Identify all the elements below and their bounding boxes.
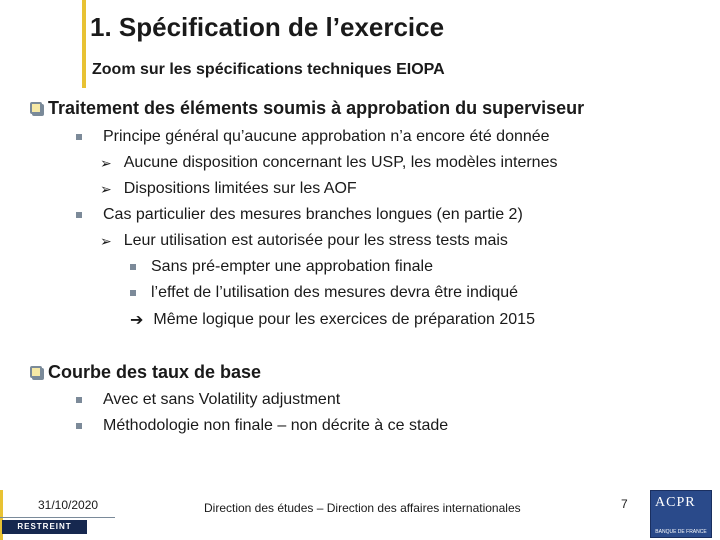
list-item [76,128,550,146]
list-item [130,310,535,330]
square-bullet-icon [76,134,82,140]
section-heading-text: Traitement des éléments soumis à approbation du superviseur [48,98,585,118]
footer-divider [0,517,115,518]
list-item [130,258,433,276]
list-item [76,417,448,435]
logo-text: ACPR [655,495,696,510]
section-heading-approbation [30,98,584,119]
square-bullet-icon [76,423,82,429]
list-item [100,232,508,250]
logo-subtext: BANQUE DE FRANCE [655,529,707,535]
slide-title: 1. Spécification de l’exercice [90,12,445,42]
square-bullet-icon [76,212,82,218]
triangle-bullet-icon: ➢ [100,232,112,249]
footer-date: 31/10/2020 [38,498,99,512]
footer-organization: Direction des études – Direction des affaires internationales [204,501,521,515]
list-item-text: Dispositions limitées sur les AOF [123,180,357,197]
acpr-logo [650,490,712,538]
list-item [76,206,523,224]
list-item [130,284,518,302]
list-item-text: l’effet de l’utilisation des mesures devra être indiqué [151,284,519,301]
page-number: 7 [621,497,628,511]
square-bullet-icon [76,397,82,403]
triangle-bullet-icon: ➢ [100,180,112,197]
title-accent-bar [82,0,86,88]
list-item-text: Même logique pour les exercices de préparation 2015 [153,311,535,328]
list-item [76,391,340,409]
list-item-text: Principe général qu’aucune approbation n’a encore été donnée [103,128,550,145]
list-item-text: Avec et sans Volatility adjustment [103,391,341,408]
slide-subtitle: Zoom sur les spécifications techniques EIOPA [92,61,445,78]
square-bullet-icon [130,264,136,270]
list-item-text: Cas particulier des mesures branches longues (en partie 2) [103,206,523,223]
square-bullet-icon [130,290,136,296]
checkbox-bullet-icon [30,102,42,114]
triangle-bullet-icon: ➢ [100,154,112,171]
classification-badge: RESTREINT [2,520,87,534]
list-item-text: Leur utilisation est autorisée pour les stress tests mais [123,232,508,249]
list-item-text: Sans pré-empter une approbation finale [151,258,433,275]
list-item-text: Aucune disposition concernant les USP, les modèles internes [123,154,558,171]
section-heading-text: Courbe des taux de base [48,362,262,382]
list-item [100,180,357,198]
checkbox-bullet-icon [30,366,42,378]
arrow-bullet-icon: ➔ [130,312,144,329]
section-heading-courbe [30,362,261,383]
list-item-text: Méthodologie non finale – non décrite à ce stade [103,417,449,434]
list-item [100,154,557,172]
